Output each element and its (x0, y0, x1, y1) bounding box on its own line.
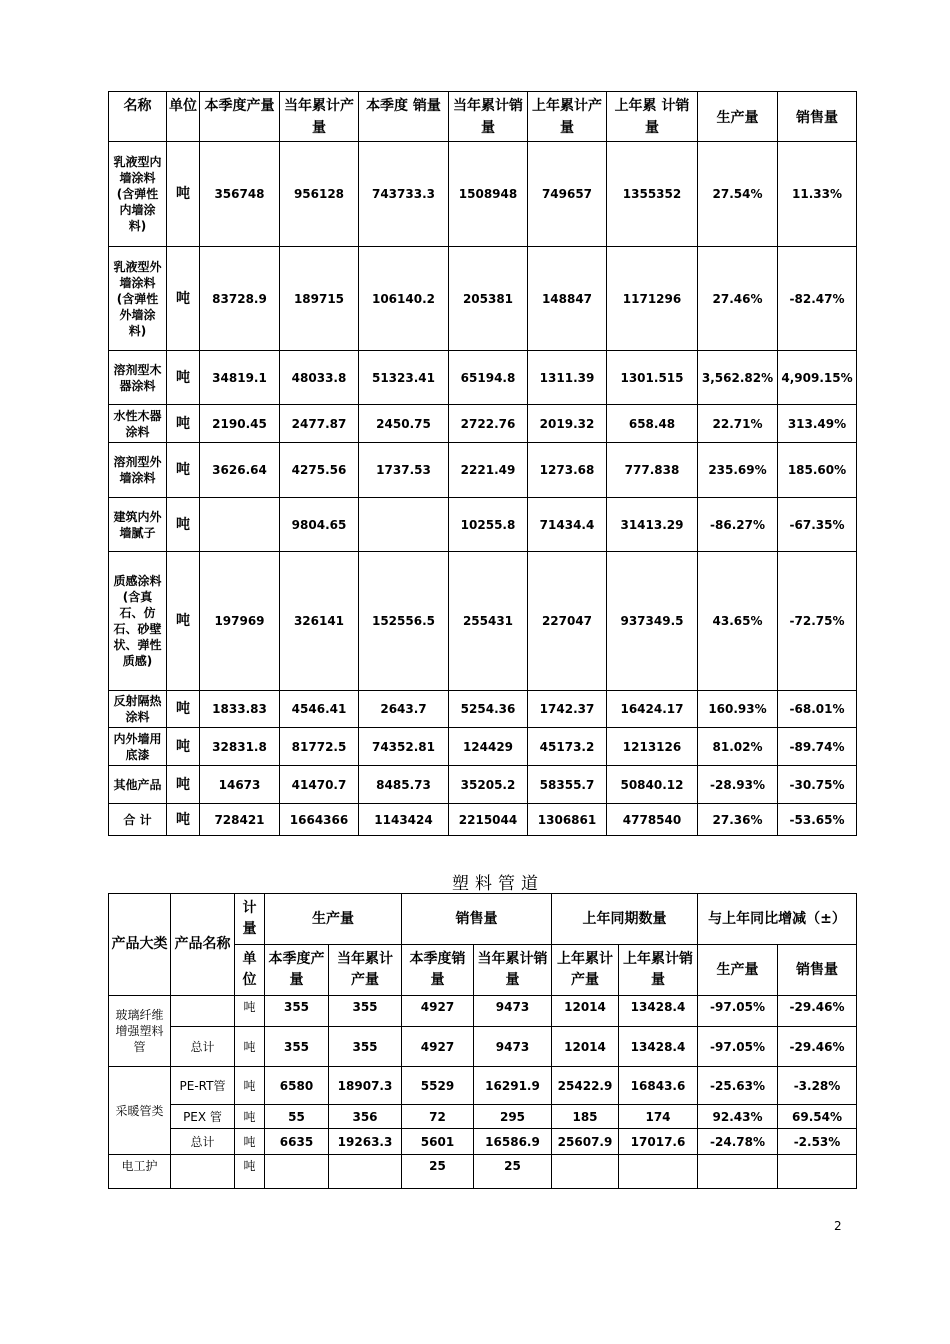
cell-value: -97.05% (698, 996, 778, 1027)
cell-value: 295 (474, 1105, 552, 1129)
cell-value: 50840.12 (607, 766, 698, 804)
cell-value: 1833.83 (200, 691, 280, 728)
cell-value: -24.78% (698, 1129, 778, 1155)
table-row (109, 247, 857, 351)
product-name: 水性木器涂料 (109, 405, 167, 443)
cell-value: -29.46% (778, 996, 857, 1027)
table-row (109, 351, 857, 405)
product-name: 其他产品 (109, 766, 167, 804)
product-name: 溶剂型木器涂料 (109, 351, 167, 405)
cell-value: 160.93% (698, 691, 778, 728)
table-row (109, 996, 857, 1027)
cell-value: 4275.56 (280, 443, 359, 498)
cell-value: 1355352 (607, 142, 698, 247)
product-category: 玻璃纤维增强塑料管 (109, 996, 171, 1067)
header-production: 生产量 (265, 894, 402, 945)
cell-value: 956128 (280, 142, 359, 247)
column-header: 名称 (109, 92, 167, 142)
unit: 吨 (167, 443, 200, 498)
cell-value: 55 (265, 1105, 329, 1129)
cell-value: 2190.45 (200, 405, 280, 443)
cell-value: 51323.41 (359, 351, 449, 405)
cell-value: 1301.515 (607, 351, 698, 405)
cell-value: 11.33% (778, 142, 857, 247)
header-last-year: 上年同期数量 (552, 894, 698, 945)
column-header: 生产量 (698, 945, 778, 996)
cell-value: 937349.5 (607, 552, 698, 691)
product-name (171, 996, 235, 1027)
unit: 吨 (235, 996, 265, 1027)
cell-value: 27.54% (698, 142, 778, 247)
cell-value: 13428.4 (619, 1027, 698, 1067)
cell-value: 3,562.82% (698, 351, 778, 405)
header-category: 产品大类 (109, 894, 171, 996)
plastic-pipe-table (108, 893, 857, 1189)
header-measure: 计量 (235, 894, 265, 945)
cell-value (619, 1155, 698, 1189)
unit: 吨 (235, 1067, 265, 1105)
table-row (109, 498, 857, 552)
cell-value (200, 498, 280, 552)
product-name (171, 1155, 235, 1189)
cell-value: 1143424 (359, 804, 449, 836)
cell-value: 92.43% (698, 1105, 778, 1129)
column-header: 当年累计销量 (449, 92, 528, 142)
cell-value: 25607.9 (552, 1129, 619, 1155)
cell-value: 25422.9 (552, 1067, 619, 1105)
cell-value: 25 (402, 1155, 474, 1189)
cell-value: 13428.4 (619, 996, 698, 1027)
cell-value: 27.36% (698, 804, 778, 836)
cell-value: 74352.81 (359, 728, 449, 766)
cell-value: 4927 (402, 996, 474, 1027)
table-header-row (109, 894, 857, 945)
column-header: 单位 (235, 945, 265, 996)
cell-value: 2643.7 (359, 691, 449, 728)
unit: 吨 (167, 804, 200, 836)
cell-value: 65194.8 (449, 351, 528, 405)
cell-value: 1737.53 (359, 443, 449, 498)
cell-value: 743733.3 (359, 142, 449, 247)
cell-value: 205381 (449, 247, 528, 351)
column-header: 销售量 (778, 945, 857, 996)
table-row (109, 1129, 857, 1155)
unit: 吨 (235, 1155, 265, 1189)
cell-value: 45173.2 (528, 728, 607, 766)
cell-value: 8485.73 (359, 766, 449, 804)
column-header: 单位 (167, 92, 200, 142)
cell-value: 5601 (402, 1129, 474, 1155)
cell-value: 81.02% (698, 728, 778, 766)
cell-value: 31413.29 (607, 498, 698, 552)
product-name: 乳液型外墙涂料(含弹性外墙涂料) (109, 247, 167, 351)
table-header-row (109, 92, 857, 142)
cell-value: 749657 (528, 142, 607, 247)
unit: 吨 (167, 691, 200, 728)
cell-value: 18907.3 (329, 1067, 402, 1105)
cell-value: 189715 (280, 247, 359, 351)
cell-value: 10255.8 (449, 498, 528, 552)
cell-value: 356 (329, 1105, 402, 1129)
column-header: 当年累计产量 (280, 92, 359, 142)
table-row (109, 804, 857, 836)
cell-value: 355 (265, 996, 329, 1027)
table-row (109, 443, 857, 498)
cell-value (359, 498, 449, 552)
cell-value (329, 1155, 402, 1189)
table-row (109, 766, 857, 804)
column-header: 本季度产量 (265, 945, 329, 996)
unit: 吨 (235, 1129, 265, 1155)
unit: 吨 (167, 728, 200, 766)
cell-value: 255431 (449, 552, 528, 691)
cell-value: 185.60% (778, 443, 857, 498)
cell-value: 5529 (402, 1067, 474, 1105)
cell-value (698, 1155, 778, 1189)
cell-value: 235.69% (698, 443, 778, 498)
unit: 吨 (167, 498, 200, 552)
cell-value: 355 (329, 996, 402, 1027)
table-row (109, 1105, 857, 1129)
cell-value: 1311.39 (528, 351, 607, 405)
cell-value: 148847 (528, 247, 607, 351)
coatings-table (108, 91, 857, 836)
cell-value: 185 (552, 1105, 619, 1129)
column-header: 本季度产量 (200, 92, 280, 142)
product-name: 合 计 (109, 804, 167, 836)
cell-value (265, 1155, 329, 1189)
cell-value: 2450.75 (359, 405, 449, 443)
cell-value: 1171296 (607, 247, 698, 351)
unit: 吨 (167, 405, 200, 443)
cell-value: -82.47% (778, 247, 857, 351)
column-header: 上年累计销量 (619, 945, 698, 996)
cell-value: 2477.87 (280, 405, 359, 443)
cell-value: 326141 (280, 552, 359, 691)
cell-value: 81772.5 (280, 728, 359, 766)
cell-value: -53.65% (778, 804, 857, 836)
column-header: 上年累计产量 (528, 92, 607, 142)
cell-value: 6580 (265, 1067, 329, 1105)
product-name: 反射隔热涂料 (109, 691, 167, 728)
cell-value: 728421 (200, 804, 280, 836)
cell-value: 72 (402, 1105, 474, 1129)
cell-value: 35205.2 (449, 766, 528, 804)
table-row (109, 552, 857, 691)
unit: 吨 (167, 351, 200, 405)
unit: 吨 (167, 766, 200, 804)
column-header: 当年累计产量 (329, 945, 402, 996)
column-header: 本季度 销量 (359, 92, 449, 142)
cell-value: 32831.8 (200, 728, 280, 766)
unit: 吨 (167, 247, 200, 351)
header-product: 产品名称 (171, 894, 235, 996)
table-row (109, 1027, 857, 1067)
cell-value: 227047 (528, 552, 607, 691)
cell-value: 27.46% (698, 247, 778, 351)
cell-value: 355 (329, 1027, 402, 1067)
cell-value: 4,909.15% (778, 351, 857, 405)
cell-value: -25.63% (698, 1067, 778, 1105)
cell-value: 174 (619, 1105, 698, 1129)
table-row (109, 728, 857, 766)
cell-value: 1664366 (280, 804, 359, 836)
cell-value: 71434.4 (528, 498, 607, 552)
cell-value: 16291.9 (474, 1067, 552, 1105)
cell-value: 12014 (552, 996, 619, 1027)
product-name: 总计 (171, 1027, 235, 1067)
product-name: 总计 (171, 1129, 235, 1155)
cell-value: 2722.76 (449, 405, 528, 443)
product-name: 内外墙用底漆 (109, 728, 167, 766)
unit: 吨 (235, 1027, 265, 1067)
cell-value: -68.01% (778, 691, 857, 728)
cell-value: -2.53% (778, 1129, 857, 1155)
cell-value: 5254.36 (449, 691, 528, 728)
page-number: 2 (834, 1219, 842, 1233)
cell-value: 124429 (449, 728, 528, 766)
cell-value: -67.35% (778, 498, 857, 552)
cell-value: 658.48 (607, 405, 698, 443)
cell-value: 43.65% (698, 552, 778, 691)
product-name: 溶剂型外墙涂料 (109, 443, 167, 498)
section-title: 塑料管道 (452, 874, 544, 894)
cell-value: 1213126 (607, 728, 698, 766)
cell-value: 17017.6 (619, 1129, 698, 1155)
column-header: 本季度销量 (402, 945, 474, 996)
cell-value: 1306861 (528, 804, 607, 836)
cell-value: 34819.1 (200, 351, 280, 405)
cell-value: -97.05% (698, 1027, 778, 1067)
cell-value: 4546.41 (280, 691, 359, 728)
cell-value: -3.28% (778, 1067, 857, 1105)
product-name: PEX 管 (171, 1105, 235, 1129)
column-header: 上年累计产量 (552, 945, 619, 996)
product-category: 电工护 (109, 1155, 171, 1189)
cell-value: 83728.9 (200, 247, 280, 351)
cell-value (552, 1155, 619, 1189)
cell-value: 58355.7 (528, 766, 607, 804)
product-name: 乳液型内墙涂料(含弹性内墙涂料) (109, 142, 167, 247)
column-header: 生产量 (698, 92, 778, 142)
cell-value: 16843.6 (619, 1067, 698, 1105)
column-header: 当年累计销量 (474, 945, 552, 996)
cell-value: 25 (474, 1155, 552, 1189)
cell-value (778, 1155, 857, 1189)
cell-value: 16424.17 (607, 691, 698, 728)
cell-value: 2215044 (449, 804, 528, 836)
table-row (109, 691, 857, 728)
product-category: 采暖管类 (109, 1067, 171, 1155)
cell-value: 6635 (265, 1129, 329, 1155)
cell-value: -89.74% (778, 728, 857, 766)
cell-value: 14673 (200, 766, 280, 804)
table-row (109, 1155, 857, 1189)
cell-value: 197969 (200, 552, 280, 691)
cell-value: 1273.68 (528, 443, 607, 498)
cell-value: 2019.32 (528, 405, 607, 443)
column-header: 上年累 计销量 (607, 92, 698, 142)
header-sales: 销售量 (402, 894, 552, 945)
cell-value: 3626.64 (200, 443, 280, 498)
unit: 吨 (167, 552, 200, 691)
cell-value: 106140.2 (359, 247, 449, 351)
table-row (109, 1067, 857, 1105)
cell-value: 355 (265, 1027, 329, 1067)
cell-value: 356748 (200, 142, 280, 247)
cell-value: 12014 (552, 1027, 619, 1067)
cell-value: -30.75% (778, 766, 857, 804)
cell-value: -72.75% (778, 552, 857, 691)
product-name: PE-RT管 (171, 1067, 235, 1105)
unit: 吨 (235, 1105, 265, 1129)
column-header: 销售量 (778, 92, 857, 142)
cell-value: 777.838 (607, 443, 698, 498)
table-row (109, 142, 857, 247)
cell-value: -28.93% (698, 766, 778, 804)
unit: 吨 (167, 142, 200, 247)
cell-value: 4778540 (607, 804, 698, 836)
cell-value: 41470.7 (280, 766, 359, 804)
cell-value: 22.71% (698, 405, 778, 443)
table-row (109, 405, 857, 443)
cell-value: 9473 (474, 996, 552, 1027)
product-name: 质感涂料(含真石、仿石、砂壁状、弹性质感) (109, 552, 167, 691)
cell-value: -86.27% (698, 498, 778, 552)
cell-value: 2221.49 (449, 443, 528, 498)
cell-value: 313.49% (778, 405, 857, 443)
cell-value: 152556.5 (359, 552, 449, 691)
cell-value: 69.54% (778, 1105, 857, 1129)
cell-value: 16586.9 (474, 1129, 552, 1155)
cell-value: 48033.8 (280, 351, 359, 405)
cell-value: -29.46% (778, 1027, 857, 1067)
product-name: 建筑内外墙腻子 (109, 498, 167, 552)
cell-value: 9804.65 (280, 498, 359, 552)
cell-value: 19263.3 (329, 1129, 402, 1155)
header-yoy: 与上年同比增减（±） (698, 894, 857, 945)
cell-value: 9473 (474, 1027, 552, 1067)
cell-value: 4927 (402, 1027, 474, 1067)
cell-value: 1508948 (449, 142, 528, 247)
cell-value: 1742.37 (528, 691, 607, 728)
